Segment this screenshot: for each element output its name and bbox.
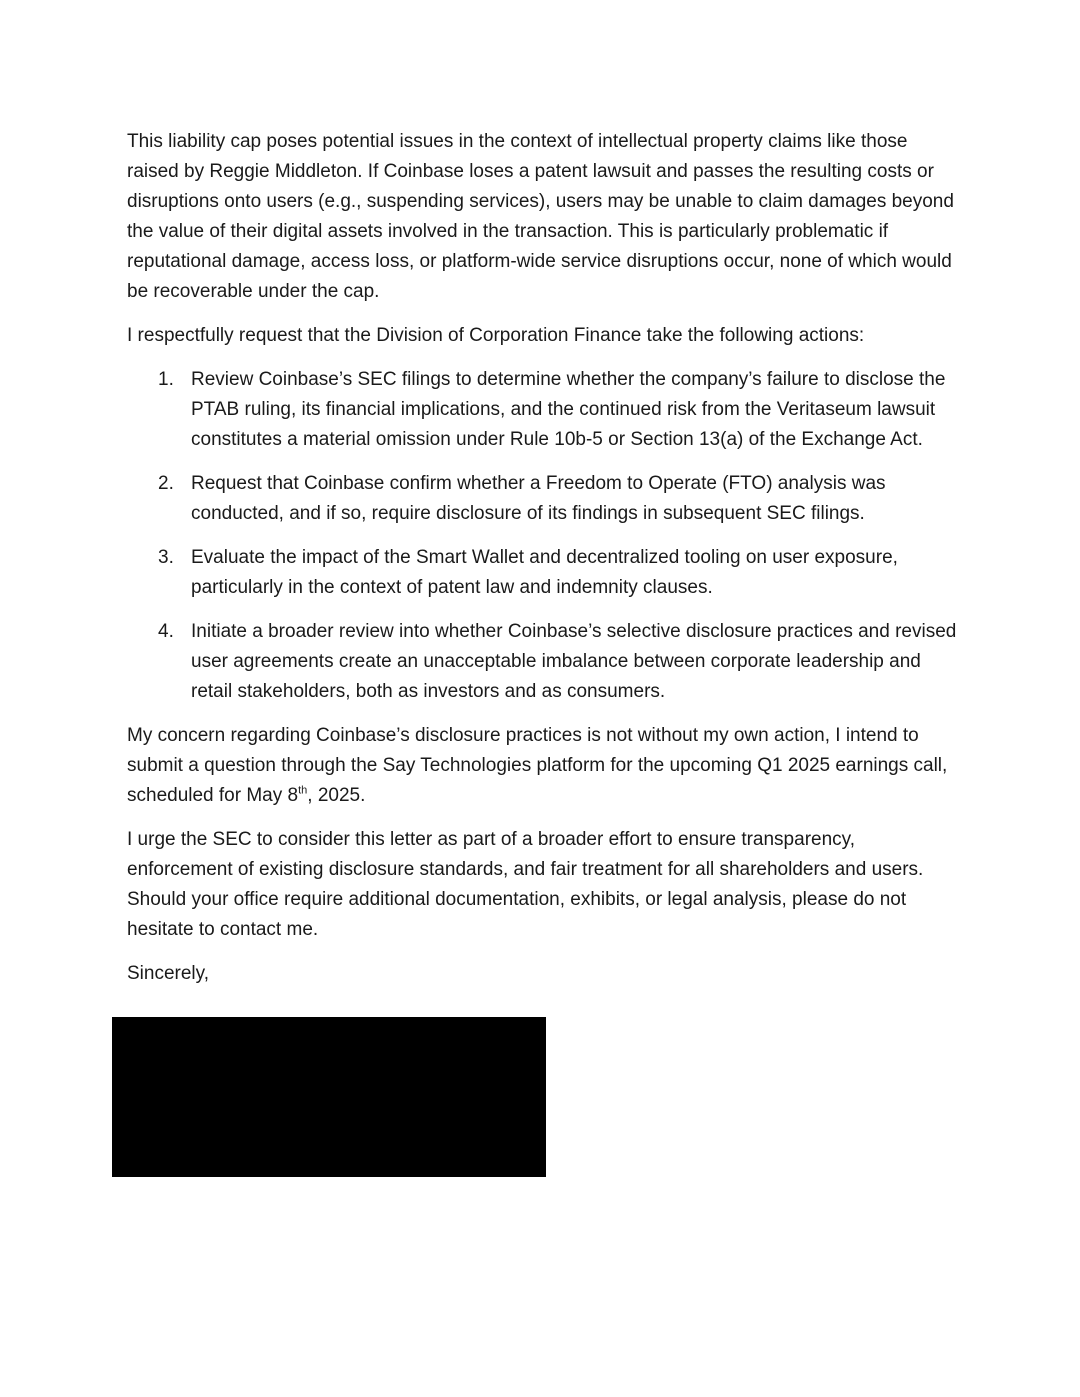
list-item [127,617,957,707]
paragraph-earnings-call [127,721,957,811]
letter-body [127,127,957,989]
list-item-text: Review Coinbase’s SEC filings to determine whether the company’s failure to disclose the PTAB ruling, its financial implications, and the continued risk from the Veritaseum lawsuit constitutes a material omission under Rule 10b-5 or Section 13(a) of the Exchange Act. [191,369,946,450]
list-item-text: Request that Coinbase confirm whether a Freedom to Operate (FTO) analysis was conducted, and if so, require disclosure of its findings in subsequent SEC filings. [191,473,886,524]
list-item [127,365,957,455]
list-number: 1. [158,369,174,390]
paragraph-liability-cap: This liability cap poses potential issues in the context of intellectual property claims like those raised by Reggie Middleton. If Coinbase loses a patent lawsuit and passes the resulting costs or disruptions onto users (e.g., suspending services), users may be unable to claim damages beyond the value of their digital assets involved in the transaction. This is particularly problematic if reputational damage, access loss, or platform-wide service disruptions occur, none of which would be recoverable under the cap. [127,131,954,302]
list-item-text: Initiate a broader review into whether Coinbase’s selective disclosure practices and revised user agreements create an unacceptable imbalance between corporate leadership and retail stakeholders, both as investors and as consumers. [191,621,957,702]
list-item [127,469,957,529]
list-number: 4. [158,621,174,642]
paragraph-request-intro: I respectfully request that the Division of Corporation Finance take the following actions: [127,325,865,346]
earnings-call-text: My concern regarding Coinbase’s disclosure practices is not without my own action, I intend to submit a question through the Say Technologies platform for the upcoming Q1 2025 earnings call, scheduled for May 8 [127,725,948,806]
closing-salutation: Sincerely, [127,963,210,984]
list-number: 3. [158,547,174,568]
list-item [127,543,957,603]
requested-actions-list [127,365,957,707]
paragraph-urge-sec: I urge the SEC to consider this letter as part of a broader effort to ensure transparency, enforcement of existing disclosure standards, and fair treatment for all shareholders and users. Should your office require additional documentation, exhibits, or legal analysis, please do not hesitate to contact me. [127,829,924,940]
list-item-text: Evaluate the impact of the Smart Wallet and decentralized tooling on user exposure, particularly in the context of patent law and indemnity clauses. [191,547,898,598]
list-number: 2. [158,473,174,494]
ordinal-suffix: th [298,784,308,797]
redacted-signature-block [112,1017,546,1177]
earnings-call-date-end: , 2025. [307,785,366,806]
